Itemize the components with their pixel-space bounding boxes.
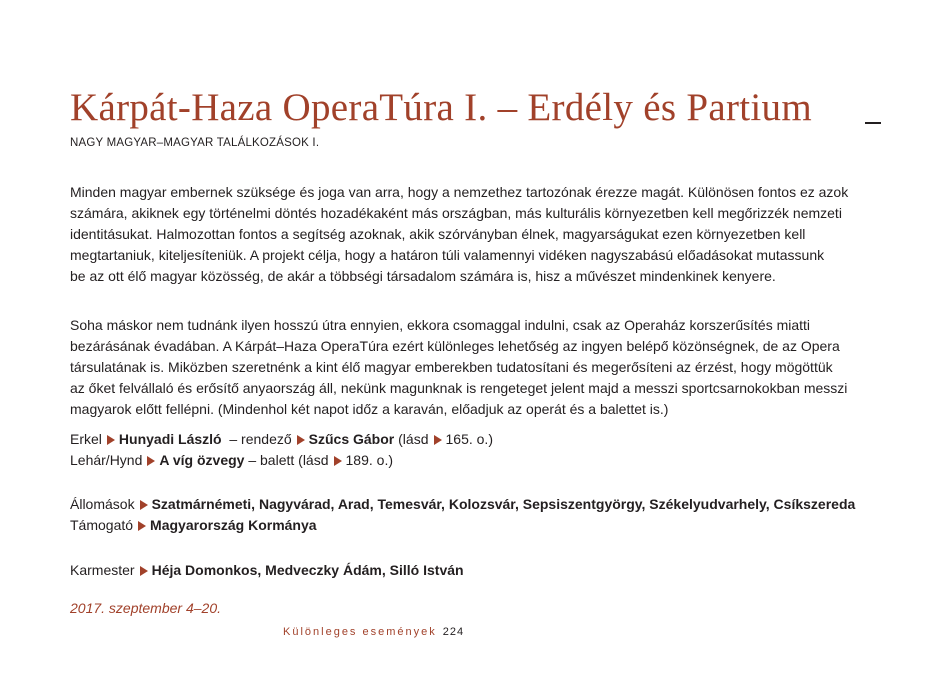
page-footer <box>283 626 464 638</box>
work-title: Hunyadi László <box>118 431 222 447</box>
composer-name: Lehár/Hynd <box>70 452 143 468</box>
work-title: A víg özvegy <box>159 452 245 468</box>
paragraph-line: az őket felvállaló és erősítő anyaország áll, nekünk magunknak is rengeteget jelent majd a messzi sportcsarnokokban messzi <box>70 380 848 396</box>
paragraph-line: társulatának is. Miközben szeretnénk a kint élő magyar emberekben tudatosítani és megerősíteni az érzést, hogy mögöttük <box>70 359 833 375</box>
paragraph-line: Minden magyar embernek szüksége és joga van arra, hogy a nemzethez tartozónak érezze magát. Különösen fontos ez azok <box>70 184 849 200</box>
arrow-icon <box>140 500 148 510</box>
page-reference-prefix: (lásd <box>398 431 429 447</box>
sponsor-label: Támogató <box>70 517 134 533</box>
work-row-vig-ozvegy <box>70 450 493 471</box>
page-reference: 189. o.) <box>345 452 393 468</box>
intro-paragraph <box>70 182 870 287</box>
paragraph-line: be az ott élő magyar közösség, de akár a többségi társadalom számára is, hisz a művészet mindenkinek kenyere. <box>70 268 776 284</box>
role-text: – balett (lásd <box>248 452 329 468</box>
arrow-icon <box>140 566 148 576</box>
venues-label: Állomások <box>70 496 135 512</box>
page-number: 224 <box>442 626 465 638</box>
paragraph-line: számára, akiknek egy történelmi döntés hozadékaként más országban, más kulturális környezetben kell megőrizzék nemzeti <box>70 205 842 221</box>
arrow-icon <box>297 435 305 445</box>
conductors-row <box>70 560 464 581</box>
title-rule <box>865 122 881 124</box>
arrow-icon <box>334 456 342 466</box>
works-list <box>70 429 493 471</box>
page-title: Kárpát-Haza OperaTúra I. – Erdély és Partium <box>70 86 812 129</box>
footer-section-title: Különleges események <box>283 626 437 638</box>
work-row-hunyadi <box>70 429 493 450</box>
role-text: – rendező <box>229 431 292 447</box>
second-paragraph <box>70 315 870 420</box>
page-reference: 165. o.) <box>445 431 493 447</box>
venues-row <box>70 494 855 515</box>
paragraph-line: identitásukat. Halmozottan fontos a segítség azoknak, akik szórványban élnek, magyarságukat ezen környezetben kell <box>70 226 806 242</box>
sponsor-value: Magyarország Kormánya <box>150 517 317 533</box>
sponsor-row <box>70 515 855 536</box>
arrow-icon <box>107 435 115 445</box>
arrow-icon <box>434 435 442 445</box>
event-date: 2017. szeptember 4–20. <box>70 600 221 616</box>
conductors-value: Héja Domonkos, Medveczky Ádám, Silló István <box>151 562 464 578</box>
page-subtitle: NAGY MAGYAR–MAGYAR TALÁLKOZÁSOK I. <box>70 137 320 149</box>
arrow-icon <box>138 521 146 531</box>
conductors <box>70 560 464 581</box>
paragraph-line: Soha máskor nem tudnánk ilyen hosszú útra ennyien, ekkora csomaggal indulni, csak az Operaház korszerűsítés miatti <box>70 317 811 333</box>
director-name: Szűcs Gábor <box>308 431 395 447</box>
venues-value: Szatmárnémeti, Nagyvárad, Arad, Temesvár, Kolozsvár, Sepsiszentgyörgy, Székelyudvarhely, Csíkszereda <box>151 496 856 512</box>
paragraph-line: megtartaniuk, kiteljesíteniük. A projekt célja, hogy a határon túli valamennyi vidéken nagyszabású előadásokat mutassunk <box>70 247 825 263</box>
conductors-label: Karmester <box>70 562 135 578</box>
arrow-icon <box>147 456 155 466</box>
paragraph-line: magyarok előtt fellépni. (Mindenhol két napot időz a karaván, előadjuk az operát és a balettet is.) <box>70 401 669 417</box>
paragraph-line: bezárásának évadában. A Kárpát–Haza OperaTúra ezért különleges lehetőség az ingyen belépő közönségnek, de az Opera <box>70 338 840 354</box>
venue-and-sponsor <box>70 494 855 536</box>
composer-name: Erkel <box>70 431 102 447</box>
